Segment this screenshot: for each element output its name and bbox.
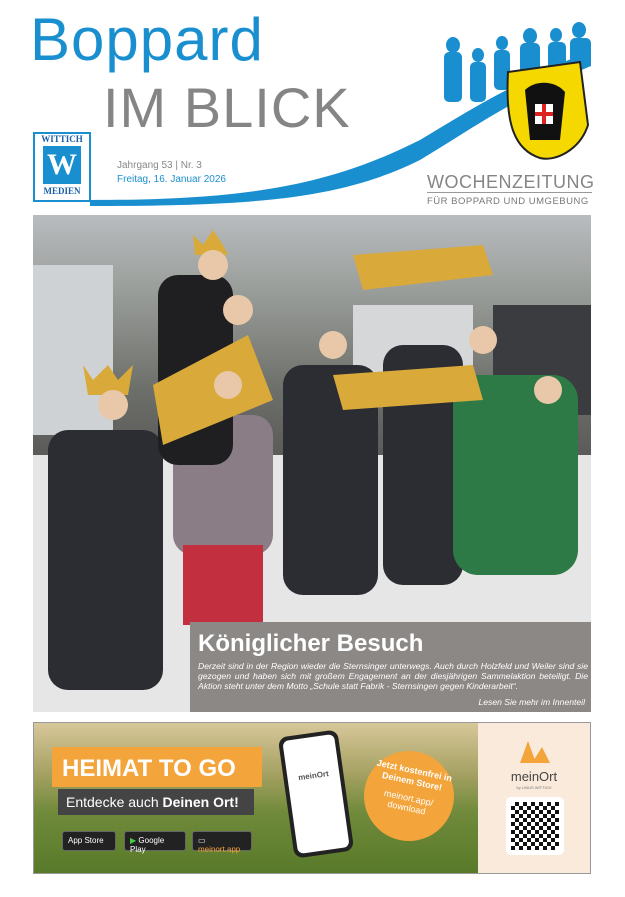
issue-number: Jahrgang 53 | Nr. 3 (117, 160, 202, 171)
google-play-label: Google Play (130, 836, 165, 854)
cta-url: meinort.app/ download (383, 787, 435, 818)
web-app-button[interactable] (192, 831, 252, 854)
read-more-link[interactable]: Lesen Sie mehr im Innenteil (478, 697, 585, 707)
ad-subline-bold: Deinen Ort! (162, 794, 239, 810)
ad-subline (58, 789, 254, 815)
ad-subline-text: Entdecke auch (66, 794, 163, 810)
logo-text-top: WITTICH (41, 134, 83, 144)
logo-text-bottom: MEDIEN (43, 186, 81, 196)
phone-image (278, 729, 354, 858)
meinort-logo-icon (518, 737, 552, 765)
meinort-ad[interactable] (33, 722, 591, 874)
cta-text: Jetzt kostenfrei in Deinem Store! (375, 757, 453, 793)
ad-headline: HEIMAT TO GO (52, 747, 262, 787)
cta-badge (356, 743, 463, 850)
app-store-label: App Store (68, 836, 104, 845)
title-im-blick: IM BLICK (103, 76, 351, 139)
web-app-label: meinort.app (198, 845, 241, 854)
wittich-medien-logo (33, 132, 91, 202)
subtitle-divider (427, 192, 592, 193)
play-icon: ▶ (130, 836, 137, 845)
coat-of-arms-icon (507, 62, 588, 159)
phone-logo: meinOrt (282, 734, 349, 854)
subtitle-small: FÜR BOPPARD UND UMGEBUNG (427, 196, 589, 207)
qr-code[interactable] (506, 797, 564, 855)
lead-text: Derzeit sind in der Region wieder die Sternsinger unterwegs. Auch durch Holzfeld und Weiler sind sie gezogen und haben sich mit großem Engagement an der diesjährigen Sammelaktion beteiligt. Die Aktion steht unter dem Motto „Schule statt Fabrik - Sternsingen gegen Kinderarbeit“. (198, 661, 588, 691)
subtitle: WOCHENZEITUNG (427, 172, 595, 192)
title-boppard: Boppard (30, 6, 264, 73)
lead-headline: Königlicher Besuch (198, 630, 424, 657)
issue-date: Freitag, 16. Januar 2026 (117, 174, 226, 185)
lead-caption (190, 622, 591, 712)
google-play-button[interactable] (124, 831, 186, 854)
ad-brand-panel (478, 723, 590, 873)
monitor-icon: ▭ (198, 836, 206, 845)
app-store-button[interactable] (62, 831, 116, 851)
brand-name: meinOrt (510, 769, 558, 784)
logo-w-icon: W (43, 146, 81, 184)
brand-by: by LINUS WITTICH (516, 785, 552, 790)
